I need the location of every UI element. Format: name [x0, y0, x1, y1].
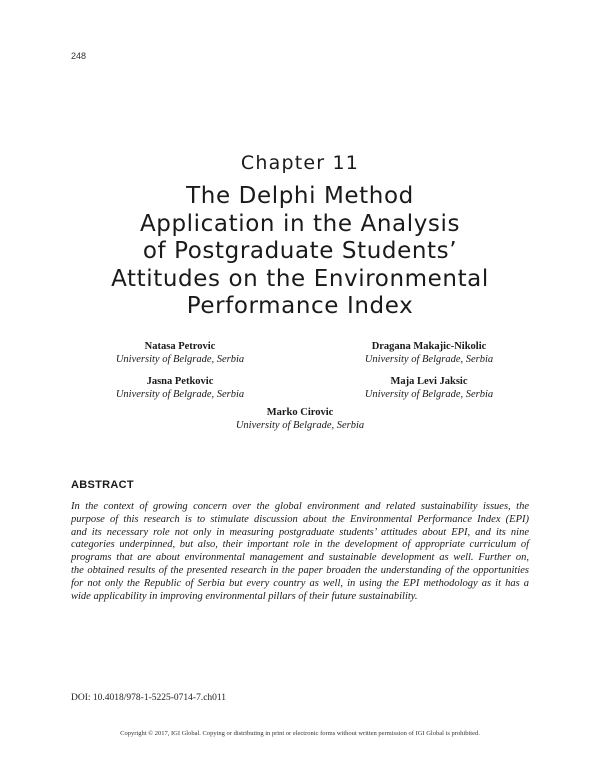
author-name: Natasa Petrovic [144, 341, 216, 352]
abstract-line: for not only the Republic of Serbia but every country as well, in using the EPI methodology as it has a [71, 577, 529, 589]
author-name: Maja Levi Jaksic [390, 376, 468, 387]
title-line: of Postgraduate Students’ [142, 238, 458, 264]
abstract-line: the obtained results of the presented research in the paper broaden the understanding of the opportunities [71, 564, 529, 576]
title-line: Attitudes on the Environmental [111, 265, 489, 292]
author-name: Jasna Petkovic [146, 376, 214, 387]
page-number: 248 [71, 51, 87, 61]
author-affiliation: University of Belgrade, Serbia [364, 354, 494, 365]
abstract-line: categories underpinned, but also, their important role in the development of appropriate curriculum of [71, 539, 529, 551]
abstract-line: wide applicability in improving environmental pillars of their future sustainability. [71, 590, 418, 602]
author-affiliation: University of Belgrade, Serbia [115, 354, 245, 365]
author-block [80, 340, 280, 366]
author-block [190, 406, 410, 432]
abstract-body [71, 501, 529, 603]
doi: DOI: 10.4018/978-1-5225-0714-7.ch011 [71, 693, 227, 703]
author-block [318, 340, 540, 366]
author-block [318, 375, 540, 401]
title-line: Application in the Analysis [139, 210, 461, 237]
abstract-line: and its necessary role not only in measuring postgraduate students’ attitudes about EPI, and its nine [71, 526, 529, 538]
author-affiliation: University of Belgrade, Serbia [235, 420, 365, 431]
author-affiliation: University of Belgrade, Serbia [364, 389, 494, 400]
author-affiliation: University of Belgrade, Serbia [115, 389, 245, 400]
copyright-notice: Copyright © 2017, IGI Global. Copying or distributing in print or electronic forms without written permission of IGI Global is prohibited. [120, 730, 480, 737]
chapter-title [30, 183, 570, 321]
chapter-label: Chapter 11 [240, 152, 360, 174]
author-name: Dragana Makajic-Nikolic [371, 341, 487, 352]
abstract-line: In the context of growing concern over the global environment and related sustainability issues, the [71, 501, 529, 512]
author-name: Marko Cirovic [266, 407, 334, 418]
author-block [80, 375, 280, 401]
title-line: The Delphi Method [186, 183, 414, 209]
abstract-line: programs that are about environmental management and sustainable development as well. Further on, [71, 552, 529, 564]
title-line: Performance Index [186, 293, 414, 319]
abstract-heading: ABSTRACT [71, 479, 134, 491]
abstract-line: purpose of this research is to stimulate discussion about the Environmental Performance Index (EPI) [71, 513, 529, 525]
